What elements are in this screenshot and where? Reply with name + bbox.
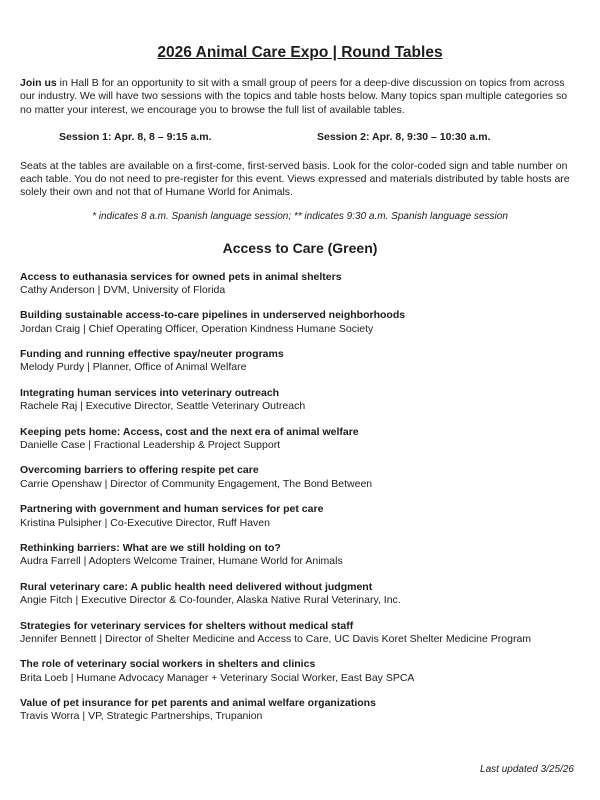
table-host: Danielle Case | Fractional Leadership & Project Support (20, 439, 281, 451)
page-title: 2026 Animal Care Expo | Round Tables (157, 44, 443, 61)
table-host: Cathy Anderson | DVM, University of Florida (20, 283, 226, 296)
round-table-entry (20, 581, 580, 608)
table-topic: The role of veterinary social workers in shelters and clinics (20, 658, 316, 671)
session-1-time: Session 1: Apr. 8, 8 – 9:15 a.m. (59, 130, 212, 143)
session-times-row (20, 131, 580, 144)
table-host: Travis Worra | VP, Strategic Partnerships, Trupanion (20, 710, 263, 723)
table-host: Melody Purdy | Planner, Office of Animal Welfare (20, 361, 247, 374)
session-2-time: Session 2: Apr. 8, 9:30 – 10:30 a.m. (317, 130, 491, 143)
table-topic: Value of pet insurance for pet parents and animal welfare organizations (20, 697, 376, 710)
round-table-entry (20, 271, 580, 298)
table-host: Jennifer Bennett | Director of Shelter Medicine and Access to Care, UC Davis Koret Shelter Medicine Program (20, 632, 532, 645)
table-host: Audra Farrell | Adopters Welcome Trainer, Humane World for Animals (20, 555, 343, 568)
round-table-entry (20, 426, 580, 453)
round-table-entry (20, 387, 580, 414)
table-topic: Access to euthanasia services for owned pets in animal shelters (20, 270, 342, 283)
table-host: Brita Loeb | Humane Advocacy Manager + Veterinary Social Worker, East Bay SPCA (20, 671, 415, 684)
round-table-list (20, 271, 580, 724)
round-table-entry (20, 309, 580, 336)
table-topic: Rethinking barriers: What are we still holding on to? (20, 542, 281, 555)
table-host: Jordan Craig | Chief Operating Officer, Operation Kindness Humane Society (20, 322, 374, 335)
table-topic: Rural veterinary care: A public health need delivered without judgment (20, 580, 373, 593)
table-topic: Partnering with government and human services for pet care (20, 503, 324, 516)
table-topic: Overcoming barriers to offering respite pet care (20, 464, 259, 477)
table-topic: Building sustainable access-to-care pipelines in underserved neighborhoods (20, 309, 406, 322)
round-table-entry (20, 620, 580, 647)
table-topic: Integrating human services into veterinary outreach (20, 386, 280, 399)
round-table-entry (20, 503, 580, 530)
intro-lead: Join us (20, 77, 57, 89)
table-host: Carrie Openshaw | Director of Community Engagement, The Bond Between (20, 477, 373, 490)
round-table-entry (20, 542, 580, 569)
round-table-entry (20, 348, 580, 375)
intro-paragraph (20, 77, 580, 117)
table-host: Kristina Pulsipher | Co-Executive Director, Ruff Haven (20, 516, 270, 529)
table-topic: Keeping pets home: Access, cost and the next era of animal welfare (20, 425, 359, 438)
round-table-entry (20, 658, 580, 685)
table-topic: Strategies for veterinary services for shelters without medical staff (20, 619, 354, 632)
round-table-entry (20, 697, 580, 724)
spanish-session-note: * indicates 8 a.m. Spanish language session; ** indicates 9:30 a.m. Spanish language session (92, 211, 508, 223)
seating-note-paragraph: Seats at the tables are available on a first-come, first-served basis. Look for the color-coded sign and table number on each table. You do not need to pre-register for this event. Views expressed and materials distributed by table hosts are solely their own and not that of Humane World for Animals. (20, 159, 570, 199)
intro-body: in Hall B for an opportunity to sit with a small group of peers for a deep-dive discussion on topics from across our industry. We will have two sessions with the topics and table hosts below. Many topics span multiple categories so no matter your interest, we encourage you to browse the full list of available tables. (20, 77, 568, 116)
section-heading-access-to-care: Access to Care (Green) (222, 239, 378, 256)
table-host: Rachele Raj | Executive Director, Seattle Veterinary Outreach (20, 400, 306, 413)
table-topic: Funding and running effective spay/neuter programs (20, 348, 284, 361)
last-updated-note: Last updated 3/25/26 (480, 764, 574, 775)
round-table-entry (20, 464, 580, 491)
table-host: Angie Fitch | Executive Director & Co-founder, Alaska Native Rural Veterinary, Inc. (20, 594, 401, 607)
